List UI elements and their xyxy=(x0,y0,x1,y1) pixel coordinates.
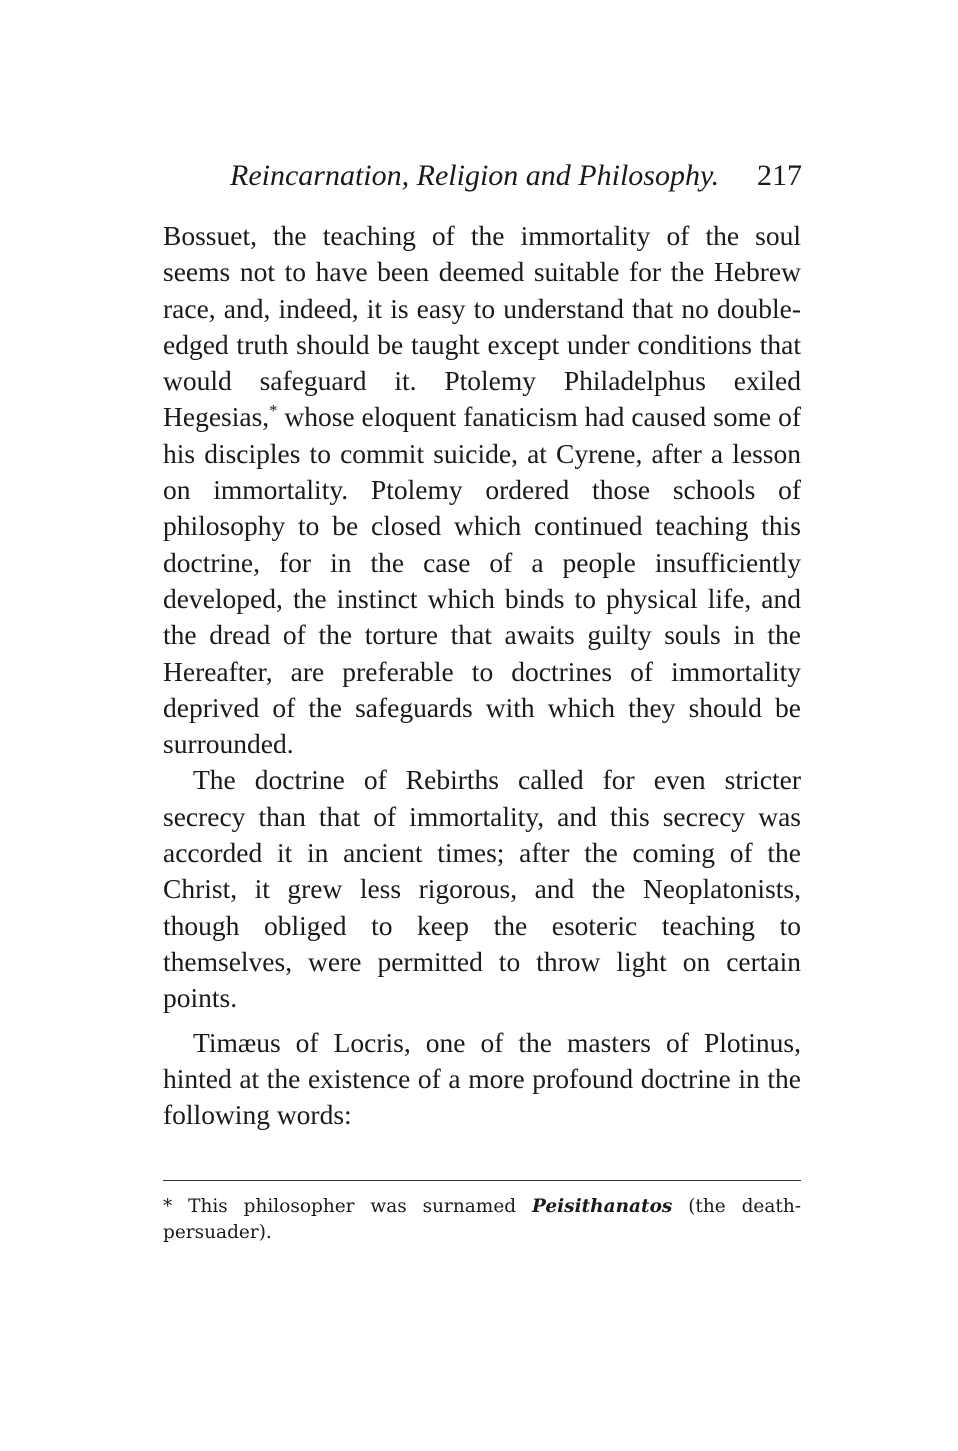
running-title: Reincarnation, Religion and Philosophy. xyxy=(230,159,720,192)
page-header xyxy=(230,158,802,194)
page-number: 217 xyxy=(757,159,802,192)
footnote-emphasis: Peisithanatos xyxy=(531,1196,673,1217)
body-text xyxy=(163,218,801,1133)
paragraph-3: Timæus of Locris, one of the masters of Plotinus, hinted at the existence of a more profound doctrine in the following words: xyxy=(163,1026,801,1131)
paragraph-2: The doctrine of Rebirths called for even stricter secrecy than that of immortality, and this secrecy was accorded it in ancient times; after the coming of the Christ, it grew less rigorous, and the Neoplatonists, though obliged to keep the esoteric teaching to themselves, were permitted to throw light on certain points. xyxy=(163,764,801,1014)
footnote-text-start: This philosopher was surnamed xyxy=(172,1196,532,1217)
footnote xyxy=(163,1194,801,1246)
footnote-text-end: (the death-persuader). xyxy=(163,1196,801,1243)
paragraph-1 xyxy=(163,218,801,762)
footnote-reference: * xyxy=(269,401,278,421)
paragraph-1-end: whose eloquent fanaticism had caused some of his disciples to commit suicide, at Cyrene, after a lesson on immortality. Ptolemy ordered those schools of philosophy to be closed which continued teaching this doctrine, for in the case of a people insufficiently developed, the instinct which binds to physical life, and the dread of the torture that awaits guilty souls in the Hereafter, are preferable to doctrines of immortality deprived of the safeguards with which they should be surrounded. xyxy=(163,401,801,760)
footnote-mark: * xyxy=(163,1196,173,1217)
footnote-divider xyxy=(163,1180,801,1181)
paragraph-1-start: Bossuet, the teaching of the immortality of the soul seems not to have been deemed suitable for the Hebrew race, and, indeed, it is easy to understand that no double-edged truth should be taught except under conditions that would safeguard it. Ptolemy Philadelphus exiled Hegesias, xyxy=(163,220,801,433)
